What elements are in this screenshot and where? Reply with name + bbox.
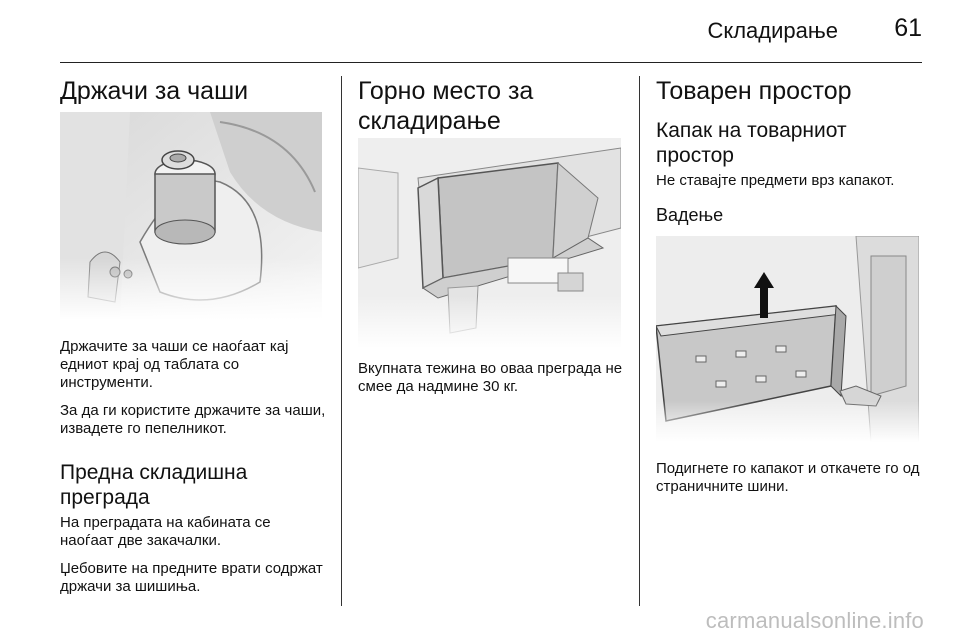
paragraph-cup-holders-location: Држачите за чаши се наоѓаат кај едниот крај од таблата со инструменти. [60, 338, 289, 391]
column-3 [656, 76, 924, 226]
cup-holder-illustration [60, 112, 322, 320]
cargo-cover-illustration [656, 236, 919, 442]
section-heading-cup-holders: Држачи за чаши [60, 77, 249, 105]
section-heading-cargo-area: Товарен простор [656, 77, 852, 105]
paragraph-weight-limit: Вкупната тежина во оваа преграда не смее да надмине 30 кг. [358, 360, 623, 395]
watermark: carmanualsonline.info [705, 608, 924, 633]
paragraph-hooks: На преградата на кабината се наоѓаат две закачалки. [60, 514, 271, 549]
figure-cargo-cover [656, 236, 919, 442]
section-heading-upper-storage: Горно место за складирање [358, 77, 534, 135]
page-number: 61 [894, 14, 922, 42]
figure-upper-storage [358, 138, 621, 348]
header-rule [60, 62, 922, 63]
subheading-cargo-cover: Капак на товарниот простор [656, 119, 847, 167]
heading-removal: Вадење [656, 205, 724, 225]
paragraph-cup-holders-usage: За да ги користите држачите за чаши, извадете го пепелникот. [60, 402, 326, 437]
column-divider-1 [341, 76, 342, 606]
column-1 [60, 76, 328, 106]
column-2 [358, 76, 628, 136]
paragraph-lift-cover: Подигнете го капакот и откачете го од страничните шини. [656, 460, 920, 495]
figure-cup-holder [60, 112, 322, 320]
column-2-body [358, 360, 630, 396]
column-3-body [656, 460, 928, 496]
column-divider-2 [639, 76, 640, 606]
running-header-title: Складирање [707, 18, 838, 43]
paragraph-door-pockets: Џебовите на предните врати содржат држачи за шишиња. [60, 560, 323, 595]
section-heading-front-storage: Предна складишна преграда [60, 461, 248, 509]
upper-storage-illustration [358, 138, 621, 348]
column-1-body [60, 338, 328, 596]
paragraph-no-objects: Не ставајте предмети врз капакот. [656, 172, 895, 189]
